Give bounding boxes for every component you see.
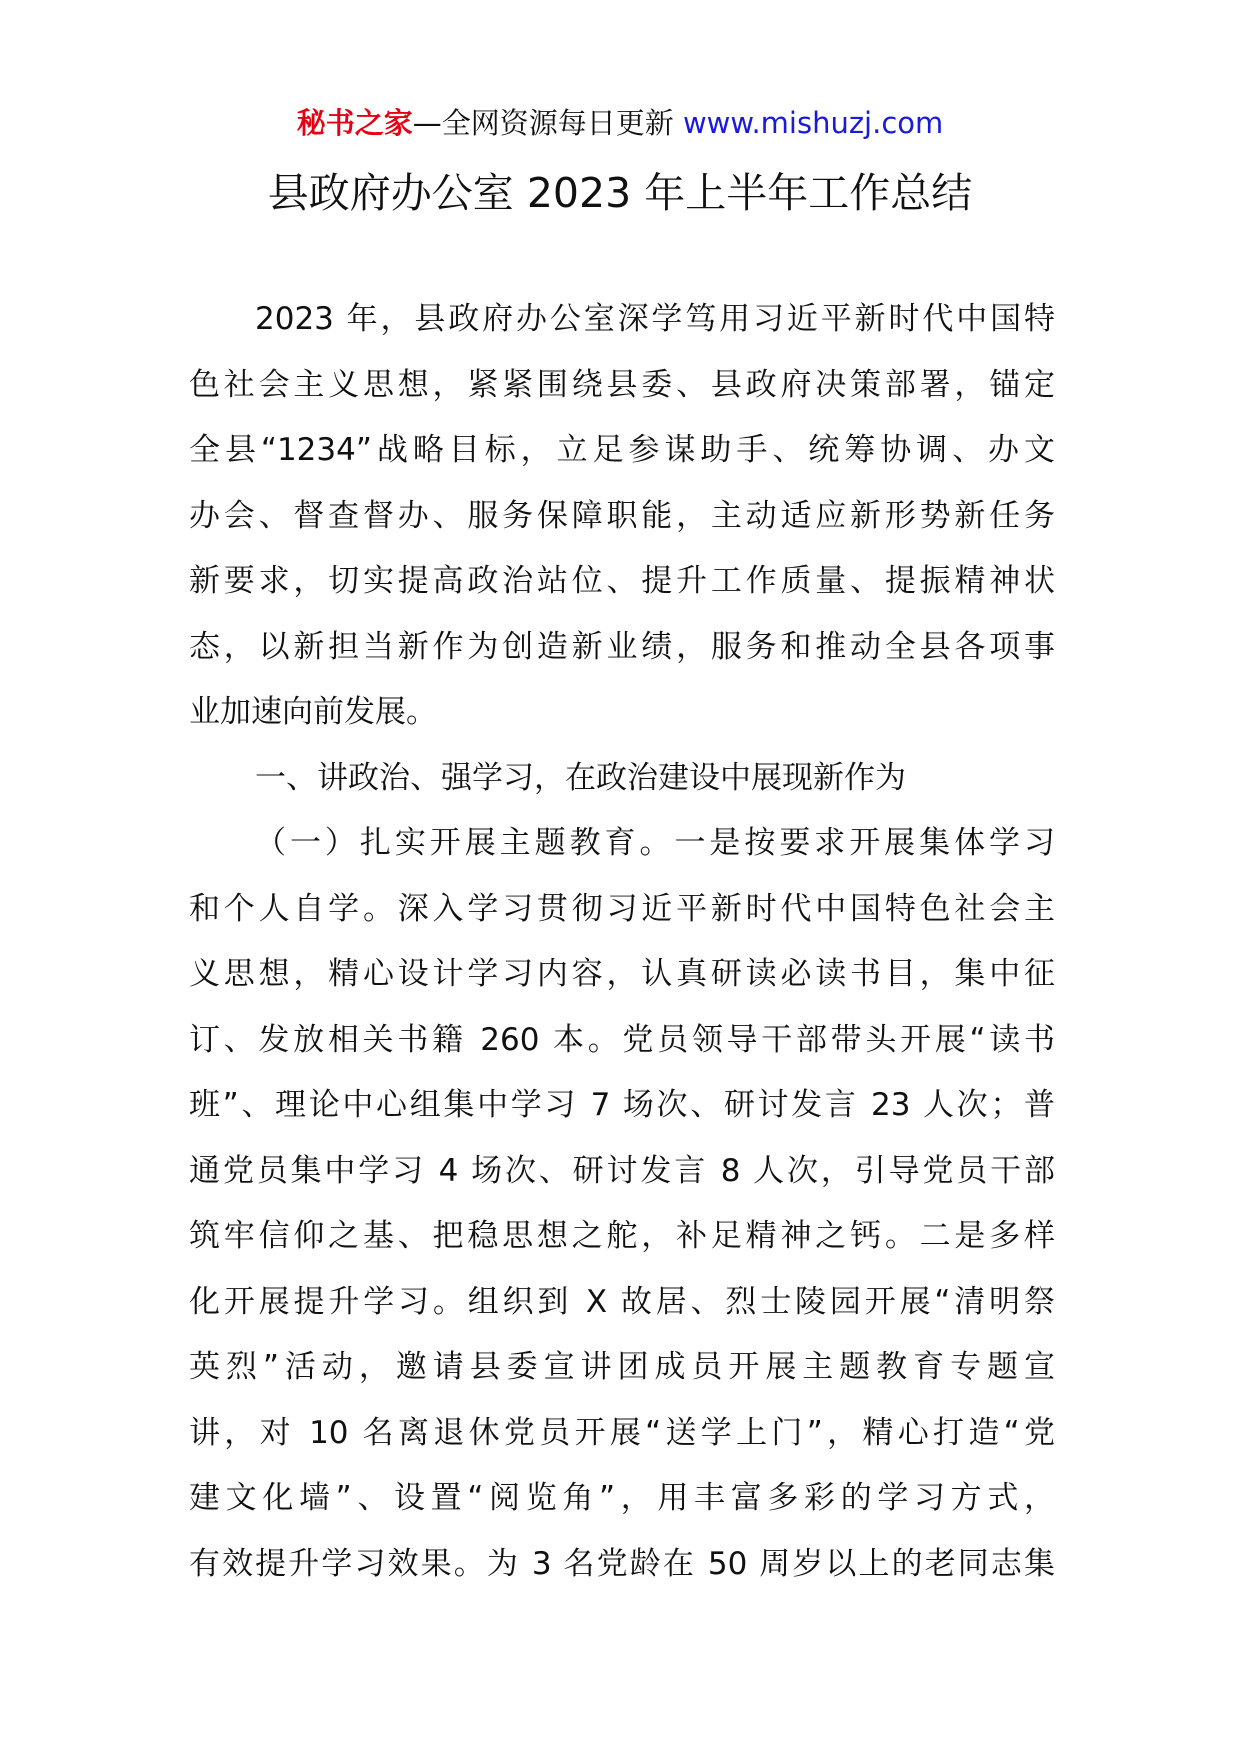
paragraph-line: 讲，对 10 名离退休党员开展“送学上门”，精心打造“党 — [189, 1414, 1055, 1451]
paragraph-line: 建文化墙”、设置“阅览角”，用丰富多彩的学习方式， — [189, 1480, 1055, 1516]
paragraph-line: 筑牢信仰之基、把稳思想之舵，补足精神之钙。二是多样 — [189, 1218, 1055, 1254]
paragraph-line: 新要求，切实提高政治站位、提升工作质量、提振精神状 — [189, 563, 1055, 599]
paragraph-line: 全县“1234”战略目标，立足参谋助手、统筹协调、办文 — [189, 432, 1055, 468]
paragraph-line: （一）扎实开展主题教育。一是按要求开展集体学习 — [255, 825, 1055, 861]
document-body — [189, 287, 1055, 1597]
paragraph-line: 和个人自学。深入学习贯彻习近平新时代中国特色社会主 — [189, 890, 1055, 927]
paragraph-line: 业加速向前发展。 — [189, 694, 437, 730]
watermark-brand: 秘书之家 — [296, 106, 413, 140]
paragraph-line: 色社会主义思想，紧紧围绕县委、县政府决策部署，锚定 — [189, 366, 1055, 403]
document-title: 县政府办公室 2023 年上半年工作总结 — [267, 169, 973, 217]
paragraph-line: 化开展提升学习。组织到 X 故居、烈士陵园开展“清明祭 — [189, 1283, 1055, 1320]
paragraph-line: 办会、督查督办、服务保障职能，主动适应新形势新任务 — [189, 497, 1055, 534]
paragraph-line: 2023 年，县政府办公室深学笃用习近平新时代中国特 — [255, 301, 1055, 337]
watermark-url[interactable]: www.mishuzj.com — [682, 106, 944, 140]
watermark-tagline: —全网资源每日更新 — [412, 106, 674, 140]
paragraph-line: 态，以新担当新作为创造新业绩，服务和推动全县各项事 — [189, 628, 1055, 665]
paragraph-line: 班”、理论中心组集中学习 7 场次、研讨发言 23 人次；普 — [189, 1087, 1055, 1123]
paragraph-line: 有效提升学习效果。为 3 名党龄在 50 周岁以上的老同志集 — [189, 1545, 1055, 1582]
paragraph-line: 义思想，精心设计学习内容，认真研读必读书目，集中征 — [189, 956, 1055, 992]
paragraph-line: 订、发放相关书籍 260 本。党员领导干部带头开展“读书 — [189, 1021, 1055, 1058]
section-heading: 一、讲政治、强学习，在政治建设中展现新作为 — [255, 759, 906, 796]
paragraph-line: 英烈”活动，邀请县委宣讲团成员开展主题教育专题宣 — [189, 1349, 1055, 1385]
watermark-header — [0, 103, 1240, 143]
paragraph-line: 通党员集中学习 4 场次、研讨发言 8 人次，引导党员干部 — [189, 1152, 1055, 1189]
